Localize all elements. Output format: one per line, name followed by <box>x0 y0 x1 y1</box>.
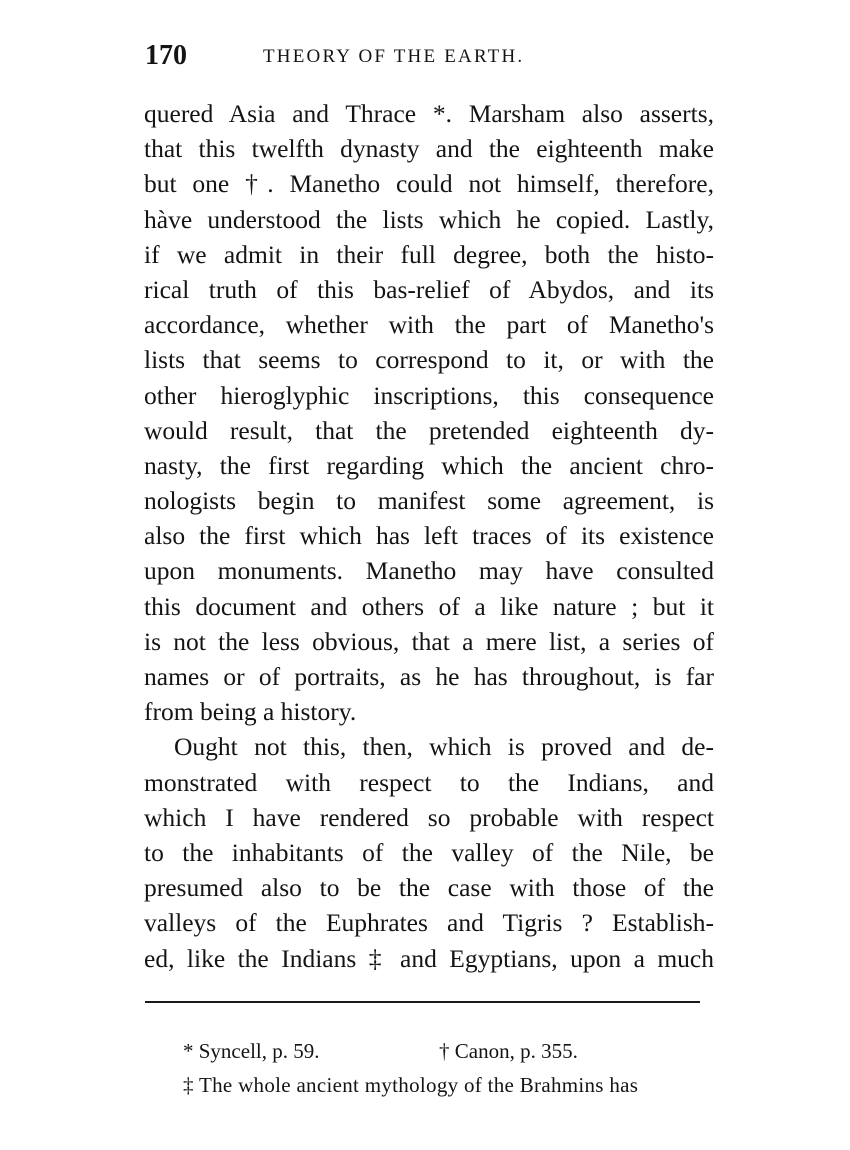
text-line: also the first which has left traces of its existence <box>144 521 714 551</box>
footnotes <box>183 1034 713 1102</box>
text-line: would result, that the pretended eighteenth dy- <box>144 415 714 445</box>
text-line: upon monuments. Manetho may have consulted <box>144 556 714 586</box>
footnote-divider <box>145 1001 700 1003</box>
text-line: rical truth of this bas-relief of Abydos, and its <box>144 274 714 304</box>
text-line: is not the less obvious, that a mere list, a series of <box>144 626 714 656</box>
paragraph-start-line: Ought not this, then, which is proved and de- <box>174 732 714 762</box>
text-line: ed, like the Indians ‡ and Egyptians, upon a much <box>144 943 714 973</box>
text-line: names or of portraits, as he has throughout, is far <box>144 662 714 691</box>
text-line: presumed also to be the case with those of the <box>144 873 714 903</box>
text-line: this document and others of a like nature ; but it <box>144 591 714 621</box>
text-line: monstrated with respect to the Indians, and <box>144 767 714 797</box>
text-line: lists that seems to correspond to it, or with the <box>144 345 714 375</box>
text-line: but one †. Manetho could not himself, therefore, <box>144 169 714 199</box>
text-line: nasty, the first regarding which the ancient chro- <box>144 450 714 480</box>
text-line: that this twelfth dynasty and the eighteenth make <box>144 134 714 164</box>
running-head <box>145 38 715 74</box>
text-line: valleys of the Euphrates and Tigris ? Establish- <box>144 908 714 938</box>
footnote-row <box>183 1068 713 1102</box>
text-line: which I have rendered so probable with respect <box>144 802 714 832</box>
text-line: to the inhabitants of the valley of the Nile, be <box>144 837 714 867</box>
text-line: nologists begin to manifest some agreement, is <box>144 486 714 516</box>
footnote-canon: † Canon, p. 355. <box>439 1039 578 1063</box>
body-text <box>144 96 714 976</box>
text-line: accordance, whether with the part of Manetho's <box>144 310 714 340</box>
footnote-row <box>183 1034 713 1068</box>
footnote-brahmins: ‡ The whole ancient mythology of the Brahmins has <box>183 1073 639 1097</box>
text-line: hàve understood the lists which he copied. Lastly, <box>144 204 714 234</box>
text-line: quered Asia and Thrace *. Marsham also asserts, <box>144 99 714 128</box>
running-title: THEORY OF THE EARTH. <box>263 46 525 67</box>
text-line: if we admit in their full degree, both the histo- <box>144 239 714 269</box>
page-number: 170 <box>145 40 187 71</box>
footnote-syncell: * Syncell, p. 59. <box>183 1039 320 1063</box>
text-line: other hieroglyphic inscriptions, this consequence <box>144 380 714 410</box>
text-line: from being a history. <box>144 697 357 727</box>
